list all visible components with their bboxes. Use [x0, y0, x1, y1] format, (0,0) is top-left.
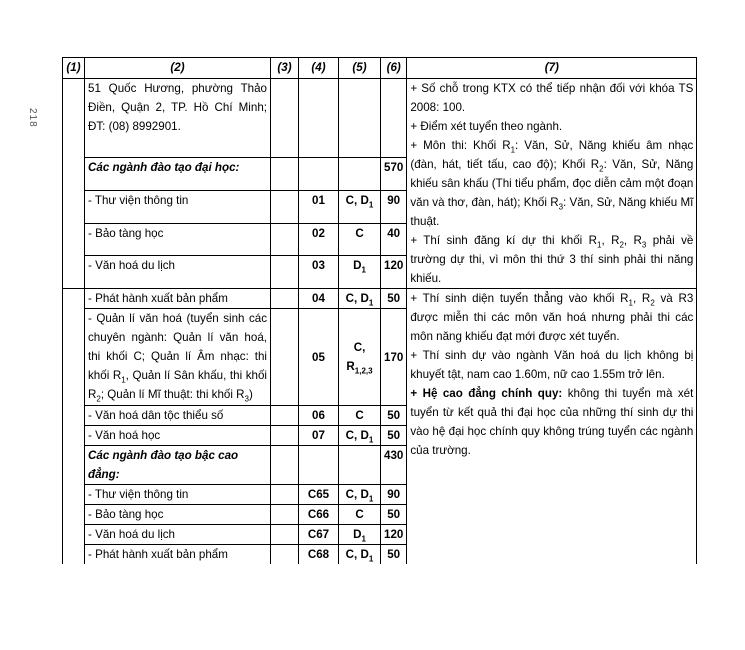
address-row	[63, 79, 697, 158]
exam-block: $D_1$	[339, 256, 381, 289]
quota: 120	[381, 256, 407, 289]
header-cell: (1)	[63, 58, 85, 79]
major-name: - Bảo tàng học	[85, 505, 271, 525]
notes-cell-top	[407, 79, 697, 289]
quota: 170	[381, 309, 407, 406]
note-tourism: + Thí sinh dự vào ngành Văn hoá du lịch không bị khuyết tật, nam cao 1.60m, nữ cao 1.55m trở lên.	[410, 349, 694, 381]
major-code: 03	[299, 256, 339, 289]
major-code: 02	[299, 223, 339, 256]
major-code: 04	[299, 289, 339, 309]
exam-block: C	[339, 505, 381, 525]
quota: 50	[381, 406, 407, 426]
major-name: - Thư viện thông tin	[85, 190, 271, 223]
major-name: - Phát hành xuất bản phẩm	[85, 545, 271, 565]
header-row	[63, 58, 697, 79]
header-cell: (6)	[381, 58, 407, 79]
exam-block: C, $R_{1,2,3}$	[339, 309, 381, 406]
major-name: - Quản lí văn hoá (tuyển sinh các chuyên ngành: Quản lí văn hoá, thi khối C; Quản lí Âm nhạc: thi khối $R_1$, Quản lí Sân khấu, thi khối $R_2$; Quản lí Mĩ thuật: thi khối $R_3$)	[85, 309, 271, 406]
note-register: + Thí sinh đăng kí dự thi khối $R_1$, $R_2$, $R_3$ phải về trường dự thi, vì môn thi thứ 3 thí sinh phải thi năng khiếu.	[410, 234, 694, 285]
major-code: C66	[299, 505, 339, 525]
quota: 90	[381, 190, 407, 223]
exam-block: $D_1$	[339, 525, 381, 545]
major-name: - Văn hoá du lịch	[85, 256, 271, 289]
note-direct: + Thí sinh diện tuyển thẳng vào khối $R_1$, $R_2$ và R3 được miễn thi các môn văn hoá nhưng phải thi các môn năng khiếu đạt mới được xét tuyển.	[410, 292, 694, 343]
notes-cell-bottom	[407, 289, 697, 565]
quota: 50	[381, 505, 407, 525]
exam-block: C, $D_1$	[339, 426, 381, 446]
section-total: 570	[381, 158, 407, 191]
quota: 50	[381, 289, 407, 309]
major-name: - Văn hoá du lịch	[85, 525, 271, 545]
quota: 90	[381, 485, 407, 505]
section-title: Các ngành đào tạo đại học:	[85, 158, 271, 191]
major-name: - Bảo tàng học	[85, 223, 271, 256]
major-name: - Văn hoá học	[85, 426, 271, 446]
quota: 50	[381, 426, 407, 446]
note-college: + Hệ cao đẳng chính quy: không thi tuyển mà xét tuyển từ kết quả thi đại học của những thí sinh dự thi vào hệ đại học chính quy không trúng tuyển các ngành của trường.	[410, 387, 694, 457]
table-row	[63, 289, 697, 309]
note-admission: + Điểm xét tuyển theo ngành.	[410, 120, 563, 133]
header-cell: (7)	[407, 58, 697, 79]
major-code: 01	[299, 190, 339, 223]
major-code: 07	[299, 426, 339, 446]
stt-cell	[63, 289, 85, 565]
exam-block: C, $D_1$	[339, 545, 381, 565]
section-title: Các ngành đào tạo bậc cao đẳng:	[85, 446, 271, 485]
major-name: - Phát hành xuất bản phẩm	[85, 289, 271, 309]
major-code: C65	[299, 485, 339, 505]
exam-block: C, $D_1$	[339, 190, 381, 223]
header-cell: (3)	[271, 58, 299, 79]
major-name: - Văn hoá dân tộc thiểu số	[85, 406, 271, 426]
quota: 120	[381, 525, 407, 545]
exam-block: C, $D_1$	[339, 289, 381, 309]
admissions-table	[62, 57, 697, 564]
section-total: 430	[381, 446, 407, 485]
header-cell: (5)	[339, 58, 381, 79]
major-code: 06	[299, 406, 339, 426]
quota: 40	[381, 223, 407, 256]
major-code: C67	[299, 525, 339, 545]
note-dorm: + Số chỗ trong KTX có thể tiếp nhận đối với khóa TS 2008: 100.	[410, 82, 694, 114]
quota: 50	[381, 545, 407, 565]
major-code: C68	[299, 545, 339, 565]
note-exam-subjects: + Môn thi: Khối $R_1$: Văn, Sử, Năng khiếu âm nhạc (đàn, hát, tiết tấu, cao độ); Khối $R_2$: Văn, Sử, Năng khiếu sân khấu (Thi tiểu phẩm, đọc diễn cảm một đoạn văn và thơ, đàn, hát); Khối $R_3$: Văn, Sử, Năng khiếu Mĩ thuật.	[410, 139, 694, 228]
stt-cell	[63, 79, 85, 289]
address-cell: 51 Quốc Hương, phường Thảo Điền, Quận 2, TP. Hồ Chí Minh; ĐT: (08) 8992901.	[85, 79, 271, 158]
exam-block: C	[339, 223, 381, 256]
page-number: 218	[27, 108, 38, 128]
major-code: 05	[299, 309, 339, 406]
exam-block: C, $D_1$	[339, 485, 381, 505]
exam-block: C	[339, 406, 381, 426]
header-cell: (2)	[85, 58, 271, 79]
header-cell: (4)	[299, 58, 339, 79]
major-name: - Thư viện thông tin	[85, 485, 271, 505]
